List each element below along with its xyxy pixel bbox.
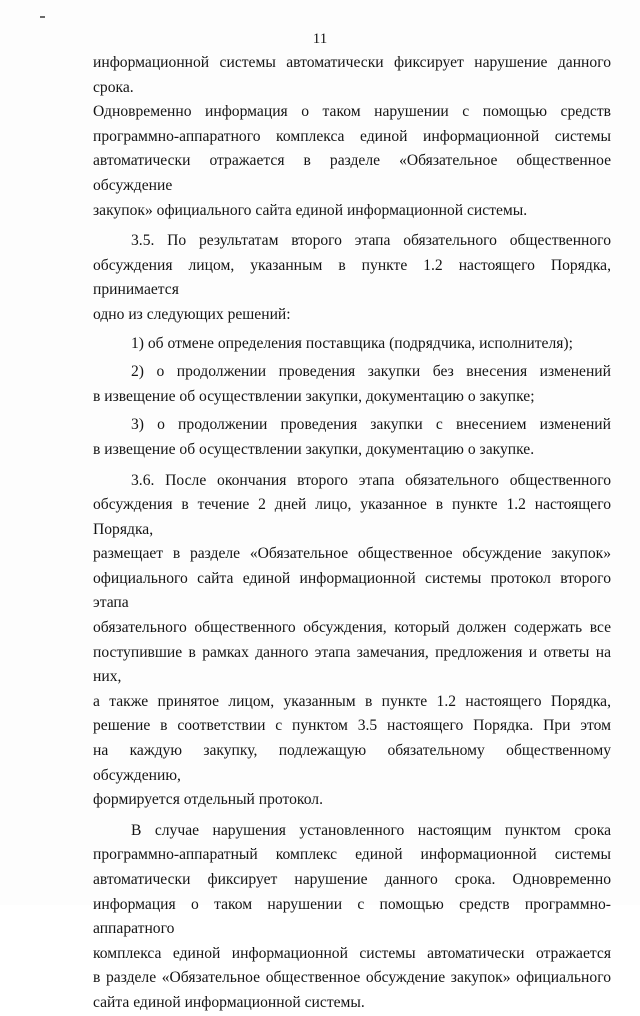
text-line: обязательного общественного обсуждения, который должен содержать все xyxy=(93,619,611,637)
text-line: закупок» официального сайта единой информационной системы. xyxy=(93,201,528,219)
list-item-1 xyxy=(93,332,611,357)
text-line: размещает в разделе «Обязательное общественное обсуждение закупок» xyxy=(93,545,611,563)
text-line: 1) об отмене определения поставщика (подрядчика, исполнителя); xyxy=(131,334,573,352)
text-line: формируется отдельный протокол. xyxy=(93,791,323,809)
list-item-3 xyxy=(93,413,611,462)
text-line: программно-аппаратного комплекса единой информационной системы xyxy=(93,127,611,145)
page-number: 11 xyxy=(312,31,328,47)
text-line: автоматически отражается в разделе «Обязательное общественное обсуждение xyxy=(93,152,611,194)
paragraph-3-5 xyxy=(93,229,611,327)
paragraph xyxy=(93,51,611,223)
document-body xyxy=(93,51,611,1016)
text-line: официального сайта единой информационной системы протокол второго этапа xyxy=(93,569,611,612)
text-line: обсуждения в течение 2 дней лицо, указанное в пункте 1.2 настоящего Порядка, xyxy=(93,496,611,538)
text-line: сайта единой информационной системы. xyxy=(93,993,365,1011)
paragraph-violation xyxy=(93,819,611,1016)
text-line: комплекса единой информационной системы автоматически отражается xyxy=(93,944,611,962)
paragraph-3-6 xyxy=(93,469,611,813)
list-item-2 xyxy=(93,360,611,409)
scan-artifact xyxy=(40,16,45,18)
text-line: программно-аппаратный комплекс единой информационной системы xyxy=(93,846,611,864)
text-line: решение в соответствии с пунктом 3.5 настоящего Порядка. При этом xyxy=(93,717,611,735)
text-line: В случае нарушения установленного настоящим пунктом срока xyxy=(131,821,611,839)
text-line: обсуждения лицом, указанным в пункте 1.2 настоящего Порядка, принимается xyxy=(93,256,611,299)
text-line: информация о таком нарушении с помощью средств программно-аппаратного xyxy=(93,895,611,938)
text-line: 3.6. После окончания второго этапа обязательного общественного xyxy=(131,471,611,489)
text-line: а также принятое лицом, указанным в пункте 1.2 настоящего Порядка, xyxy=(93,692,611,710)
text-line: на каждую закупку, подлежащую обязательному общественному обсуждению, xyxy=(93,742,611,784)
text-line: Одновременно информация о таком нарушении с помощью средств xyxy=(93,103,611,121)
text-line: поступившие в рамках данного этапа замечания, предложения и ответы на них, xyxy=(93,643,611,686)
text-line: 2) о продолжении проведения закупки без внесения изменений xyxy=(131,363,611,381)
text-line: в извещение об осуществлении закупки, документацию о закупке. xyxy=(93,440,535,458)
text-line: 3) о продолжении проведения закупки с внесением изменений xyxy=(131,416,611,434)
text-line: информационной системы автоматически фиксирует нарушение данного срока. xyxy=(93,54,611,96)
text-line: в разделе «Обязательное общественное обсуждение закупок» официального xyxy=(93,969,611,987)
text-line: в извещение об осуществлении закупки, документацию о закупке; xyxy=(93,387,535,405)
text-line: 3.5. По результатам второго этапа обязательного общественного xyxy=(131,232,611,250)
text-line: одно из следующих решений: xyxy=(93,305,291,323)
text-line: автоматически фиксирует нарушение данного срока. Одновременно xyxy=(93,871,611,888)
